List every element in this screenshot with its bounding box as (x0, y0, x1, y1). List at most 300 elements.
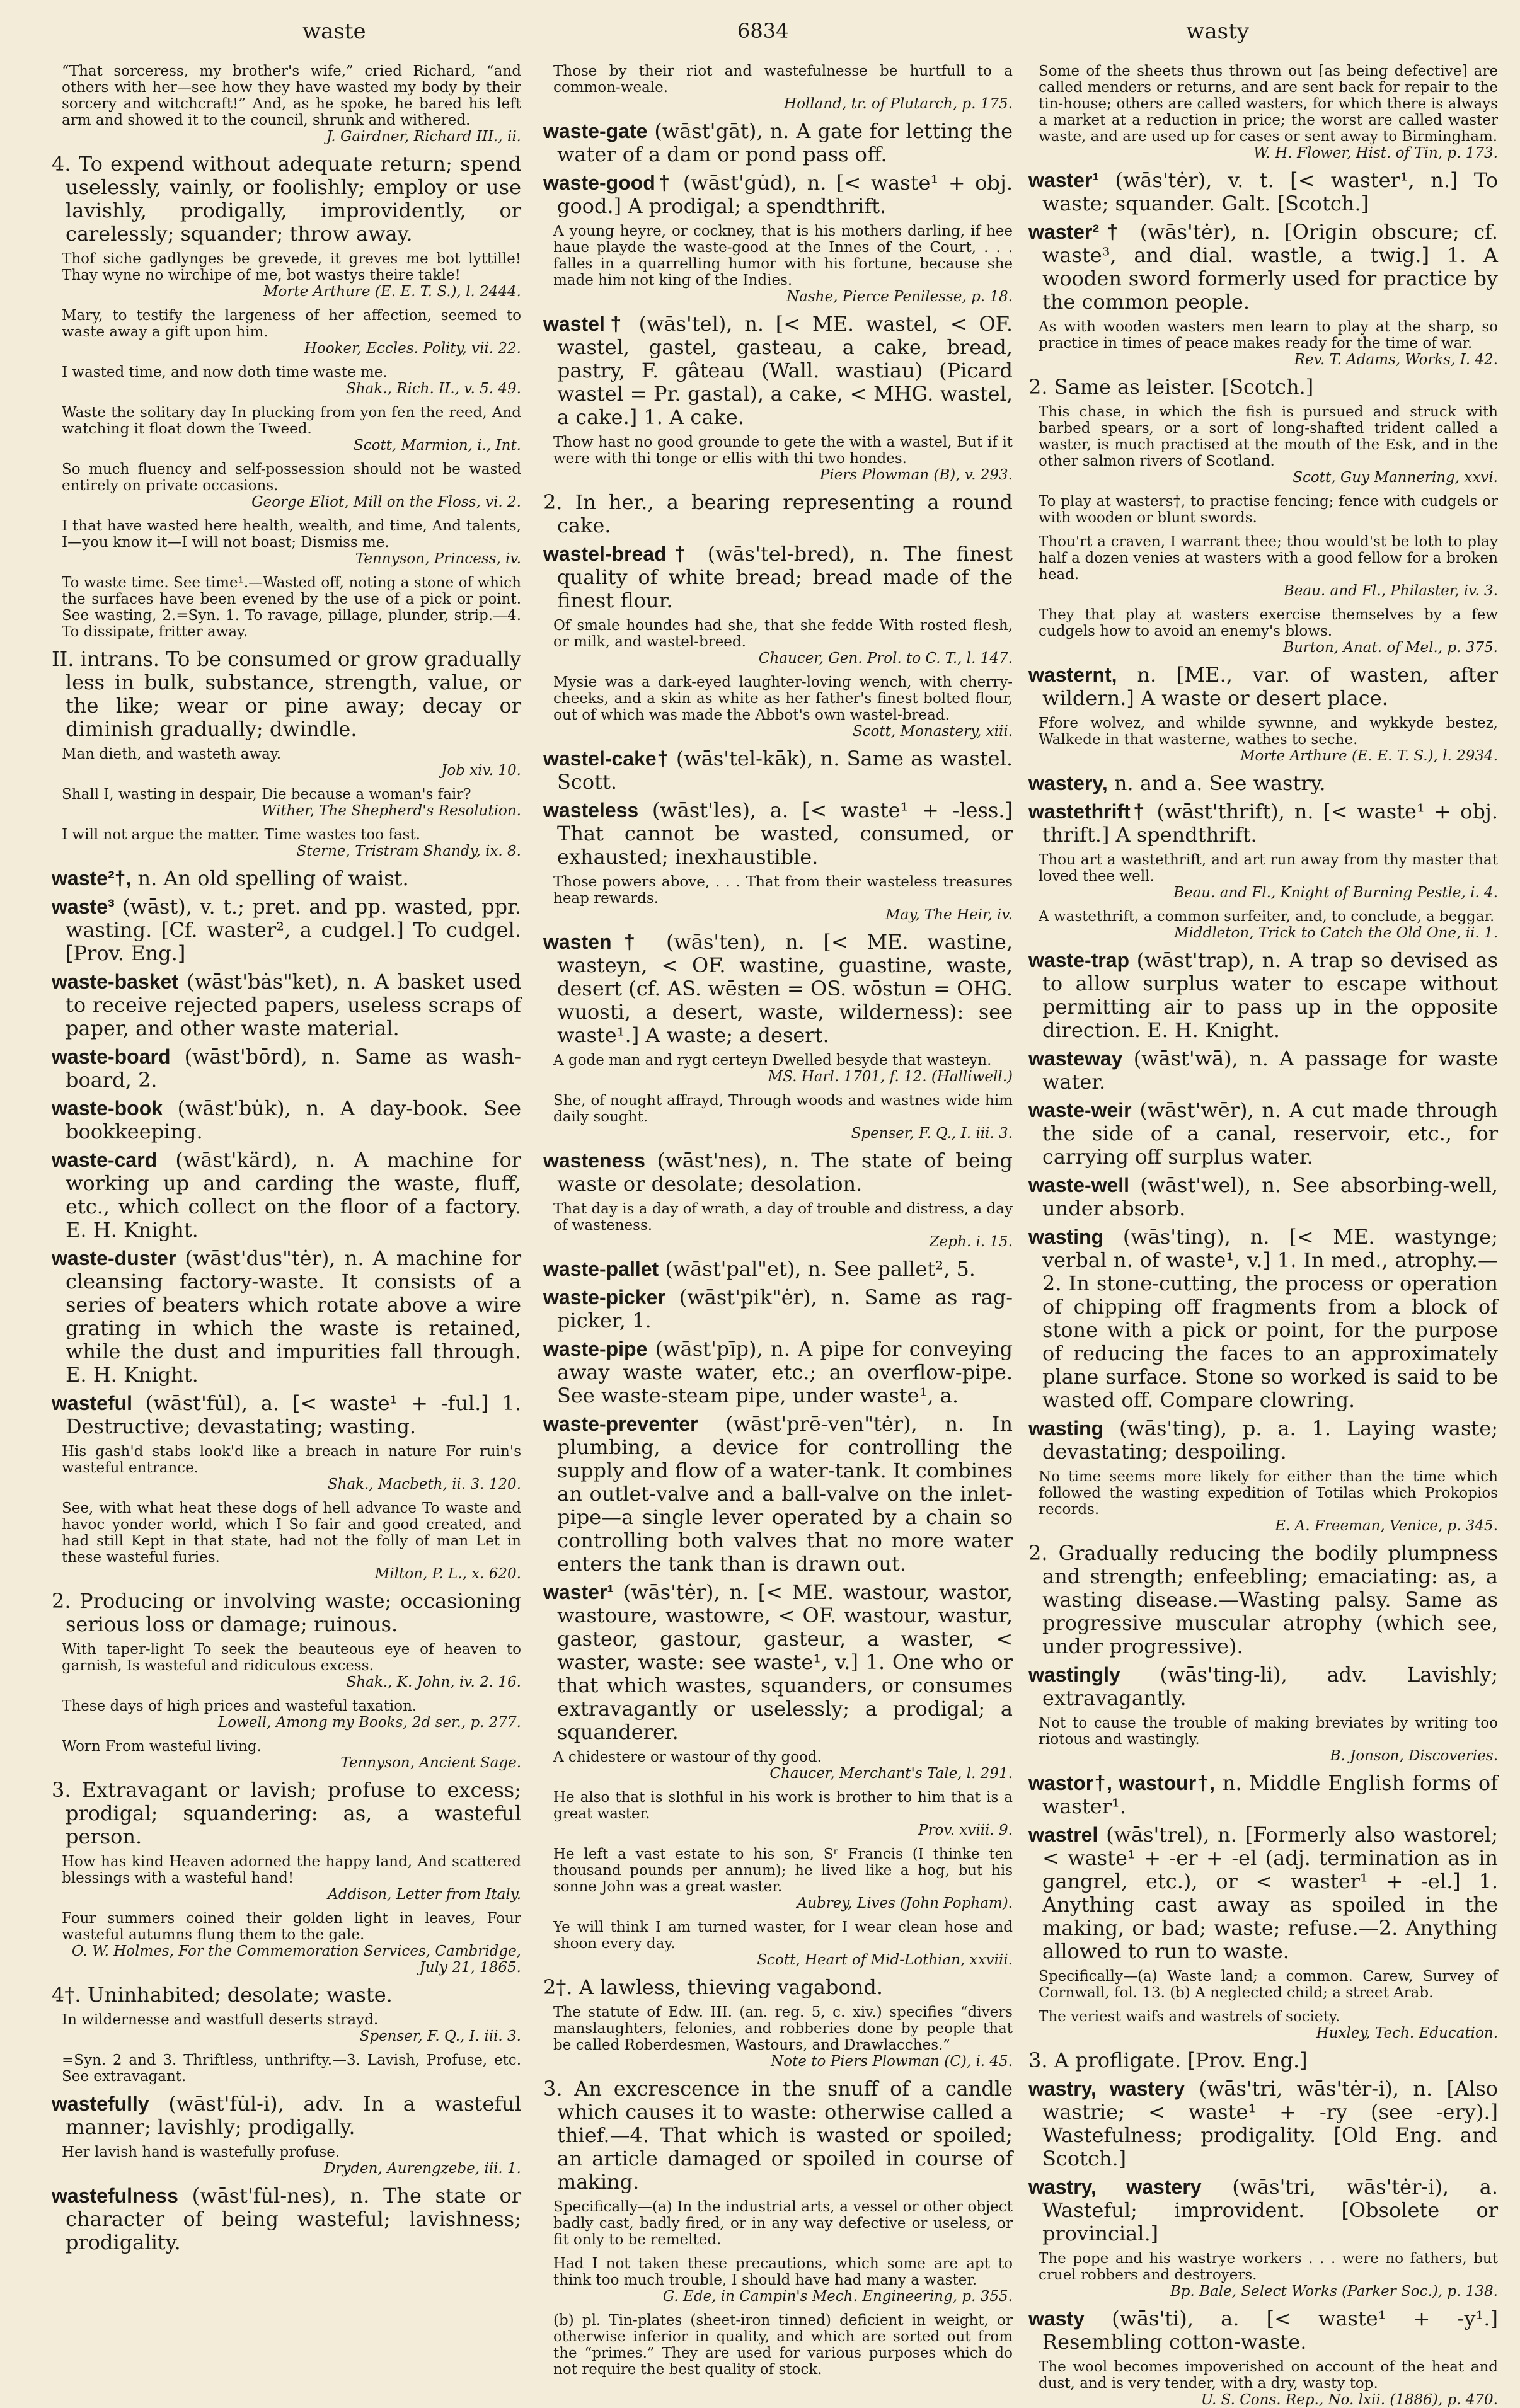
entry-headword: wastefully (52, 2092, 149, 2115)
quote-text: No time seems more likely for either than the time which followed the wasting expedition of Totilas which Prokopios records. (1039, 1469, 1498, 1518)
quote-source: Piers Plowman (B), v. 293. (819, 467, 1013, 483)
dictionary-entry (1028, 2049, 1498, 2072)
citation-quote (62, 2012, 521, 2044)
quote-source: B. Jonson, Discoveries. (1330, 1748, 1498, 1764)
quote-source: Hooker, Eccles. Polity, vii. 22. (304, 340, 521, 357)
citation-quote (62, 786, 521, 819)
citation-quote (1039, 715, 1498, 764)
quote-text: Had I not taken these precautions, which some are apt to think too much trouble, I should have had many a waster. (553, 2256, 1013, 2288)
quote-text: Ffore wolvez, and whilde sywnne, and wykkyde bestez, Walkede in that wasterne, wathes to seche. (1039, 715, 1498, 748)
entry-definition: (wās'trel), n. [Formerly also wastorel; < waste¹ + -er + -el (adj. termination as in gangrel, etc.), or < waster¹ + -el.] 1. Anything cast away as spoiled in the making, or bad; waste; refuse.—2. Anything allowed to run to waste. (1042, 1823, 1499, 1963)
quote-source: Scott, Heart of Mid-Lothian, xxviii. (757, 1952, 1013, 1968)
entry-headword: wasternt, (1028, 663, 1117, 686)
entry-definition: (wāst'fu̇l-i), adv. In a wasteful manner; lavishly; prodigally. (66, 2092, 522, 2139)
entry-definition: (wāst'wel), n. See absorbing-well, under absorb. (1042, 1173, 1499, 1220)
entry-headword: wastefulness (52, 2184, 178, 2207)
quote-text: To waste time. See time¹.—Wasted off, noting a stone of which the surfaces have been evened by the use of a pick or point. See wasting, 2.=Syn. 1. To ravage, pillage, plunder, strip.—4. To dissipate, fritter away. (62, 575, 521, 640)
quote-text: A gode man and rygt certeyn Dwelled besyde that wasteyn. (553, 1052, 992, 1069)
quote-text: In wildernesse and wastfull deserts strayd. (62, 2012, 379, 2028)
page-number: 6834 (737, 19, 789, 43)
dictionary-entry (52, 1590, 521, 1636)
entry-definition: 3. A profligate. [Prov. Eng.] (1028, 2048, 1308, 2072)
quote-source: Spenser, F. Q., I. iii. 3. (851, 1125, 1013, 1142)
entry-headword: wasteness (543, 1149, 645, 1172)
dictionary-entry (52, 867, 521, 890)
entry-headword: wasty (1028, 2307, 1085, 2330)
quote-text: Mary, to testify the largeness of her affection, seemed to waste away a gift upon him. (62, 307, 521, 340)
entry-headword: waste-board (52, 1045, 171, 1068)
quote-text: A wastethrift, a common surfeiter, and, to conclude, a beggar. (1039, 909, 1495, 925)
quote-text: (b) pl. Tin-plates (sheet-iron tinned) deficient in weight, or otherwise inferior in quality, and which are sorted out from the “primes.” They are used for various purposes which do not require the best quality of stock. (553, 2312, 1013, 2378)
quote-source: Aubrey, Lives (John Popham). (797, 1895, 1013, 1912)
entry-definition: (wāst'fu̇l-nes), n. The state or character of being wasteful; lavishness; prodigality. (66, 2184, 522, 2254)
quote-source: Chaucer, Gen. Prol. to C. T., l. 147. (758, 650, 1013, 667)
citation-quote (62, 1698, 521, 1731)
citation-quote (1039, 63, 1498, 161)
quote-text: See, with what heat these dogs of hell advance To waste and havoc yonder world, which I So fair and good created, and had still Kept in that state, had not the folly of man Let in these wasteful furies. (62, 1500, 521, 1566)
quote-text: A chidestere or wastour of thy good. (553, 1749, 822, 1765)
entry-headword: wastingly (1028, 1663, 1120, 1686)
quote-source: O. W. Holmes, For the Commemoration Services, Cambridge, July 21, 1865. (71, 1943, 521, 1976)
quote-source: U. S. Cons. Rep., No. lxii. (1886), p. 470. (1200, 2392, 1498, 2408)
entry-headword: wastethrift† (1028, 800, 1148, 823)
quote-source: Morte Arthure (E. E. T. S.), l. 2444. (263, 284, 521, 300)
quote-source: Note to Piers Plowman (C), i. 45. (771, 2053, 1013, 2070)
entry-definition: (wāst'pik"ėr), n. Same as rag-picker, 1. (557, 1285, 1013, 1333)
entry-headword: waste-card (52, 1149, 158, 1171)
quote-text: Thou'rt a craven, I warrant thee; thou would'st be loth to play half a dozen venies at wasters with a good fellow for a broken head. (1039, 534, 1498, 583)
dictionary-entry (543, 1581, 1013, 1744)
entry-headword: waste-book (52, 1097, 163, 1120)
quote-text: She, of nought affrayd, Through woods and wastnes wide him daily sought. (553, 1092, 1013, 1125)
quote-source: Chaucer, Merchant's Tale, l. 291. (769, 1765, 1013, 1782)
dictionary-entry (52, 1097, 521, 1144)
entry-definition: (wāst'dus"tėr), n. A machine for cleansing factory-waste. It consists of a series of beaters which rotate above a wire grating in which the waste is retained, while the dust and impurities fall through. E. H. Knight. (66, 1246, 522, 1387)
citation-quote (62, 1500, 521, 1582)
quote-source: Lowell, Among my Books, 2d ser., p. 277. (218, 1714, 521, 1731)
dictionary-entry (1028, 1225, 1498, 1412)
quote-text: The pope and his wastrye workers . . . were no fathers, but cruel robbers and destroyers. (1039, 2250, 1498, 2283)
quote-text: “That sorceress, my brother's wife,” cried Richard, “and others with her—see how they have wasted my body by their sorcery and witchcraft!” And, as he spoke, he bared his left arm and showed it to the council, shrunk and withered. (62, 63, 521, 129)
entry-definition: (wāst'wā), n. A passage for waste water. (1042, 1046, 1499, 1094)
quote-source: E. A. Freeman, Venice, p. 345. (1275, 1518, 1498, 1534)
quote-source: Prov. xviii. 9. (918, 1822, 1013, 1838)
dictionary-entry (1028, 1174, 1498, 1220)
entry-definition: (wāst'wēr), n. A cut made through the side of a canal, reservoir, etc., for carrying off surplus water. (1042, 1098, 1499, 1169)
quote-source: May, The Heir, iv. (885, 907, 1013, 923)
entry-headword: wastor†, wastour†, (1028, 1772, 1216, 1794)
citation-quote (1039, 404, 1498, 486)
quote-text: As with wooden wasters men learn to play at the sharp, so practice in times of peace makes ready for the time of war. (1039, 319, 1498, 352)
citation-quote (553, 434, 1013, 483)
dictionary-entry (543, 312, 1013, 429)
quote-text: That day is a day of wrath, a day of trouble and distress, a day of wasteness. (553, 1201, 1013, 1234)
entry-definition: (wāst'fu̇l), a. [< waste¹ + -ful.] 1. Destructive; devastating; wasting. (66, 1391, 521, 1438)
entry-headword: wastel† (543, 312, 627, 335)
quote-text: Specifically—(a) In the industrial arts, a vessel or other object badly cast, badly fired, or in any way defective or useless, or fit only to be remelted. (553, 2199, 1013, 2248)
citation-quote (62, 1910, 521, 1976)
dictionary-entry (543, 1286, 1013, 1333)
citation-quote (62, 364, 521, 397)
quote-source: Huxley, Tech. Education. (1316, 2025, 1498, 2041)
quote-source: Holland, tr. of Plutarch, p. 175. (784, 96, 1013, 112)
dictionary-entry (52, 2184, 521, 2254)
dictionary-entry (1028, 2176, 1498, 2245)
dictionary-entry (1028, 221, 1498, 314)
quote-text: Her lavish hand is wastefully profuse. (62, 2144, 340, 2160)
entry-definition: (wās'ting-li), adv. Lavishly; extravagantly. (1042, 1663, 1498, 1710)
quote-text: To play at wasters†, to practise fencing; fence with cudgels or with wooden or blunt swords. (1039, 493, 1498, 526)
dictionary-entry (52, 648, 521, 741)
citation-quote (1039, 2359, 1498, 2408)
citation-quote (62, 1854, 521, 1903)
dictionary-entry (543, 799, 1013, 869)
entry-headword: waster²† (1028, 221, 1126, 243)
entry-headword: wasting (1028, 1225, 1104, 1248)
quote-source: Beau. and Fl., Knight of Burning Pestle, i. 4. (1173, 885, 1498, 901)
citation-quote (553, 223, 1013, 305)
entry-definition: (wāst'bu̇k), n. A day-book. See bookkeeping. (66, 1096, 522, 1144)
entry-definition: 2. In her., a bearing representing a round cake. (543, 490, 1013, 537)
citation-quote (553, 1919, 1013, 1968)
entry-definition: (wās'tri, wās'tėr-i), n. [Also wastrie; < waste¹ + -ry (see -ery).] Wastefulness; prodigality. [Old Eng. and Scotch.] (1042, 2077, 1499, 2170)
dictionary-entry (543, 1976, 1013, 1999)
quote-text: Waste the solitary day In plucking from yon fen the reed, And watching it float down the Tweed. (62, 404, 521, 437)
quote-text: A young heyre, or cockney, that is his mothers darling, if hee haue playde the waste-good at the Innes of the Court, . . . falles in a quarrelling humor with his fortune, because she made him not king of the Indies. (553, 223, 1013, 289)
quote-source: Scott, Marmion, i., Int. (353, 437, 521, 454)
quote-text: How has kind Heaven adorned the happy land, And scattered blessings with a wasteful hand! (62, 1854, 521, 1886)
quote-source: Tennyson, Princess, iv. (355, 551, 521, 567)
header-left-guideword: waste (302, 19, 366, 44)
citation-quote (62, 827, 521, 859)
quote-source: Wither, The Shepherd's Resolution. (261, 803, 521, 819)
entry-headword: waste-good† (543, 171, 674, 194)
quote-text: The wool becomes impoverished on account of the heat and dust, and is very tender, with a dry, wasty top. (1039, 2359, 1498, 2392)
dictionary-entry (52, 1983, 521, 2007)
citation-quote (553, 1092, 1013, 1142)
quote-text: Those by their riot and wastefulnesse be hurtfull to a common-weale. (553, 63, 1013, 96)
quote-text: Specifically—(a) Waste land; a common. Carew, Survey of Cornwall, fol. 13. (b) A neglected child; a street Arab. (1039, 1968, 1498, 2001)
entry-definition: 3. An excrescence in the snuff of a candle which causes it to waste: otherwise called a thief.—4. That which is wasted or spoiled; an article damaged or spoiled in course of making. (543, 2077, 1013, 2194)
dictionary-entry (52, 1149, 521, 1242)
entry-definition: (wās'tel-kāk), n. Same as wastel. Scott. (557, 747, 1013, 794)
entry-definition: (wās'tėr), n. [< ME. wastour, wastor, wastoure, wastowre, < OF. wastour, wastur, gasteor, gastour, gasteur, a waster, < waster, waste: see waste¹, v.] 1. One who or that which wastes, squanders, or consumes extravagantly or uselessly; a prodigal; a squanderer. (557, 1580, 1013, 1744)
dictionary-entry (52, 2092, 521, 2139)
entry-headword: wastrel (1028, 1823, 1098, 1846)
quote-text: He also that is slothful in his work is brother to him that is a great waster. (553, 1789, 1013, 1822)
quote-source: Dryden, Aurengzebe, iii. 1. (323, 2160, 521, 2177)
quote-text: =Syn. 2 and 3. Thriftless, unthrifty.—3. Lavish, Profuse, etc. See extravagant. (62, 2052, 521, 2085)
entry-headword: waste-preventer (543, 1413, 698, 1435)
running-header (57, 19, 1463, 50)
dictionary-entry (52, 1045, 521, 1092)
citation-quote (553, 1789, 1013, 1838)
citation-quote (553, 617, 1013, 667)
dictionary-entry (52, 895, 521, 965)
entry-definition: (wāst'pal"et), n. See pallet², 5. (665, 1257, 976, 1281)
quote-source: MS. Harl. 1701, f. 12. (Halliwell.) (768, 1069, 1013, 1085)
citation-quote (62, 575, 521, 640)
entry-headword: wastel-cake† (543, 747, 669, 770)
citation-quote (1039, 607, 1498, 656)
entry-definition: (wās'tri, wās'tėr-i), a. Wasteful; improvident. [Obsolete or provincial.] (1042, 2175, 1499, 2245)
citation-quote (1039, 2009, 1498, 2041)
entry-headword: wastry, wastery (1028, 2176, 1202, 2198)
citation-quote (1039, 1968, 1498, 2001)
quote-text: This chase, in which the fish is pursued and struck with barbed spears, or a sort of long-shafted trident called a waster, is much practised at the mouth of the Esk, and in the other salmon rivers of Scotland. (1039, 404, 1498, 469)
quote-source: Job xiv. 10. (441, 762, 521, 779)
quote-source: Nashe, Pierce Penilesse, p. 18. (786, 289, 1013, 305)
entry-definition: 4†. Uninhabited; desolate; waste. (52, 1983, 393, 2007)
dictionary-entry (1028, 2307, 1498, 2354)
entry-definition: n. and a. See wastry. (1114, 771, 1326, 795)
entry-headword: waste³ (52, 895, 115, 918)
quote-source: Morte Arthure (E. E. T. S.), l. 2934. (1240, 748, 1498, 764)
entry-headword: waster¹ (543, 1581, 614, 1603)
entry-definition: (wās'tel-bred), n. The finest quality of white bread; bread made of the finest flour. (557, 542, 1013, 612)
citation-quote (553, 874, 1013, 923)
entry-headword: wasteway (1028, 1047, 1123, 1070)
quote-text: I that have wasted here health, wealth, and time, And talents, I—you know it—I will not boast; Dismiss me. (62, 518, 521, 551)
entry-definition: (wāst'bōrd), n. Same as wash-board, 2. (66, 1045, 522, 1092)
quote-text: The statute of Edw. III. (an. reg. 5, c. xiv.) specifies “divers manslaughters, felonies, and robberies done by people that be called Roberdesmen, Wastours, and Drawlacches.” (553, 2004, 1013, 2053)
dictionary-entry (543, 1149, 1013, 1196)
citation-quote (553, 2256, 1013, 2305)
entry-definition: 2. Gradually reducing the bodily plumpness and strength; enfeebling; emaciating: as, a wasting disease.—Wasting palsy. Same as progressive muscular atrophy (which see, under progressive). (1028, 1541, 1498, 1658)
entry-headword: waste-pipe (543, 1338, 648, 1360)
column-3 (1028, 58, 1499, 2408)
entry-headword: wasten† (543, 931, 648, 953)
entry-headword: wasteless (543, 799, 639, 822)
quote-source: J. Gairdner, Richard III., ii. (326, 129, 521, 145)
entry-definition: (wāst'prē-ven"tėr), n. In plumbing, a device for controlling the supply and flow of a water-tank. It combines an outlet-valve and a ball-valve on the inlet-pipe—a single lever operated by a chain so controlling both valves that no more water enters the tank than is drawn out. (557, 1412, 1013, 1576)
citation-quote (62, 1443, 521, 1493)
quote-text: So much fluency and self-possession should not be wasted entirely on private occasions. (62, 461, 521, 494)
citation-quote (553, 674, 1013, 740)
entry-definition: (wāst'kärd), n. A machine for working up and carding the waste, fluff, etc., which collect on the floor of a factory. E. H. Knight. (66, 1148, 522, 1242)
quote-text: Worn From wasteful living. (62, 1738, 262, 1755)
entry-definition: II. intrans. To be consumed or grow gradually less in bulk, substance, strength, value, or the like; wear or pine away; decay or diminish gradually; dwindle. (52, 647, 521, 741)
entry-definition: (wās'tėr), n. [Origin obscure; cf. waste³, and dial. wastle, a twig.] 1. A wooden sword formerly used for practice by the common people. (1042, 220, 1499, 314)
quote-text: Thou art a wastethrift, and art run away from thy master that loved thee well. (1039, 852, 1498, 885)
entry-definition: (wās'tėr), v. t. [< waster¹, n.] To waste; squander. Galt. [Scotch.] (1042, 168, 1499, 215)
citation-quote (553, 2199, 1013, 2248)
quote-source: Tennyson, Ancient Sage. (340, 1755, 521, 1771)
dictionary-entry (543, 120, 1013, 166)
quote-source: Beau. and Fl., Philaster, iv. 3. (1283, 583, 1498, 599)
citation-quote (553, 1052, 1013, 1085)
citation-quote (62, 461, 521, 510)
citation-quote (1039, 1469, 1498, 1534)
entry-headword: waste-picker (543, 1286, 665, 1309)
citation-quote (62, 2052, 521, 2085)
quote-text: Mysie was a dark-eyed laughter-loving wench, with cherry-cheeks, and a skin as white as her father's finest bolted flour, out of which was made the Abbot's own wastel-bread. (553, 674, 1013, 723)
dictionary-entry (1028, 1047, 1498, 1094)
entry-headword: waste-pallet (543, 1258, 659, 1280)
entry-definition: (wās'ten), n. [< ME. wastine, wasteyn, < OF. wastine, guastine, waste, desert (cf. AS. wēsten = OS. wōstun = OHG. wuosti, a desert, waste, wilderness): see waste¹.] A waste; a desert. (557, 930, 1013, 1047)
entry-headword: waste-duster (52, 1247, 176, 1270)
entry-headword: waste-well (1028, 1174, 1130, 1196)
citation-quote (1039, 909, 1498, 941)
citation-quote (1039, 852, 1498, 901)
header-right-guideword: wasty (1186, 19, 1249, 44)
citation-quote (1039, 2250, 1498, 2300)
dictionary-entry (543, 2077, 1013, 2194)
quote-text: Those powers above, . . . That from their wasteless treasures heap rewards. (553, 874, 1013, 907)
entry-definition: (wāst'bȧs"ket), n. A basket used to receive rejected papers, useless scraps of paper, and other waste material. (66, 970, 521, 1040)
quote-text: Of smale houndes had she, that she fedde With rosted flesh, or milk, and wastel-breed. (553, 617, 1013, 650)
dictionary-entry (1028, 1099, 1498, 1169)
quote-source: W. H. Flower, Hist. of Tin, p. 173. (1253, 145, 1498, 161)
entry-definition: n. An old spelling of waist. (137, 866, 409, 890)
entry-headword: waste-weir (1028, 1099, 1132, 1121)
dictionary-entry (52, 1392, 521, 1438)
quote-text: With taper-light To seek the beauteous eye of heaven to garnish, Is wasteful and ridiculous excess. (62, 1641, 521, 1674)
citation-quote (1039, 319, 1498, 368)
entry-definition: (wās'ti), a. [< waste¹ + -y¹.] Resembling cotton-waste. (1042, 2307, 1499, 2354)
quote-source: Rev. T. Adams, Works, I. 42. (1294, 352, 1498, 368)
citation-quote (553, 1846, 1013, 1912)
quote-text: He left a vast estate to his son, Sʳ Francis (I thinke ten thousand pounds per annum); he lived like a hog, but his sonne John was a great waster. (553, 1846, 1013, 1895)
entry-definition: (wāst), v. t.; pret. and pp. wasted, ppr. wasting. [Cf. waster², a cudgel.] To cudgel. [Prov. Eng.] (66, 895, 522, 965)
entry-definition: (wāst'gāt), n. A gate for letting the water of a dam or pond pass off. (557, 119, 1013, 166)
entry-definition: n. [ME., var. of wasten, after wildern.] A waste or desert place. (1042, 663, 1499, 710)
dictionary-entry (1028, 169, 1498, 215)
citation-quote (1039, 534, 1498, 599)
quote-source: Milton, P. L., x. 620. (374, 1566, 521, 1582)
column-1 (52, 58, 522, 2254)
citation-quote (553, 2312, 1013, 2378)
entry-definition: (wās'ting), p. a. 1. Laying waste; devastating; despoiling. (1042, 1416, 1499, 1464)
citation-quote (553, 1749, 1013, 1782)
quote-source: Bp. Bale, Select Works (Parker Soc.), p. 138. (1170, 2283, 1498, 2300)
entry-headword: wastel-bread† (543, 542, 694, 565)
dictionary-entry (1028, 1663, 1498, 1710)
dictionary-entry (543, 542, 1013, 612)
entry-definition: 2†. A lawless, thieving vagabond. (543, 1975, 883, 1999)
quote-source: Shak., Macbeth, ii. 3. 120. (327, 1476, 521, 1493)
dictionary-entry (1028, 1823, 1498, 1963)
entry-definition: n. Middle English forms of waster¹. (1042, 1771, 1499, 1818)
dictionary-entry (543, 1338, 1013, 1408)
dictionary-entry (543, 747, 1013, 794)
dictionary-entry (543, 171, 1013, 218)
quote-source: Zeph. i. 15. (929, 1234, 1013, 1250)
entry-headword: waste-basket (52, 970, 178, 993)
quote-source: Spenser, F. Q., I. iii. 3. (359, 2028, 521, 2044)
quote-text: Thow hast no good grounde to gete the with a wastel, But if it were with thi tonge or ellis with thi two hondes. (553, 434, 1013, 467)
citation-quote (62, 63, 521, 145)
quote-text: Some of the sheets thus thrown out [as being defective] are called menders or returns, and are sent back for repair to the tin-house; others are called wasters, for which there is always a market at a reduction in price; the worst are called waster waste, and are used up for cases or sent away to Birmingham. (1039, 63, 1498, 145)
dictionary-entry (1028, 772, 1498, 795)
citation-quote (553, 63, 1013, 112)
dictionary-entry (1028, 376, 1498, 399)
quote-text: Not to cause the trouble of making breviates by writing too riotous and wastingly. (1039, 1715, 1498, 1748)
quote-source: Sterne, Tristram Shandy, ix. 8. (296, 843, 521, 859)
quote-source: Shak., K. John, iv. 2. 16. (346, 1674, 521, 1690)
dictionary-entry (1028, 1417, 1498, 1464)
quote-source: George Eliot, Mill on the Floss, vi. 2. (251, 494, 521, 510)
quote-text: I will not argue the matter. Time wastes too fast. (62, 827, 420, 843)
dictionary-entry (1028, 663, 1498, 710)
entry-headword: waste-gate (543, 120, 648, 142)
quote-source: Addison, Letter from Italy. (328, 1886, 521, 1903)
dictionary-entry (52, 1779, 521, 1849)
dictionary-entry (52, 152, 521, 246)
entry-definition: 2. Same as leister. [Scotch.] (1028, 375, 1314, 399)
quote-text: I wasted time, and now doth time waste me. (62, 364, 388, 381)
citation-quote (62, 307, 521, 357)
entry-headword: wastery, (1028, 772, 1108, 794)
citation-quote (62, 2144, 521, 2177)
quote-text: Thof siche gadlynges be grevede, it greves me bot lyttille! Thay wyne no wirchipe of me, bot wastys theire takle! (62, 251, 521, 284)
dictionary-entry (543, 931, 1013, 1047)
quote-text: The veriest waifs and wastrels of society. (1039, 2009, 1340, 2025)
entry-definition: (wāst'thrift), n. [< waste¹ + obj. thrift.] A spendthrift. (1042, 800, 1499, 847)
dictionary-entry (1028, 949, 1498, 1042)
quote-source: G. Ede, in Campin's Mech. Engineering, p. 355. (662, 2288, 1013, 2305)
citation-quote (62, 518, 521, 567)
quote-text: Four summers coined their golden light in leaves, Four wasteful autumns flung them to the gale. (62, 1910, 521, 1943)
dictionary-entry (543, 1258, 1013, 1281)
entry-definition: (wāst'pīp), n. A pipe for conveying away waste water, etc.; an overflow-pipe. See waste-steam pipe, under waste¹, a. (557, 1337, 1013, 1408)
citation-quote (1039, 1715, 1498, 1764)
dictionary-entry (1028, 800, 1498, 847)
quote-text: Shall I, wasting in despair, Die because a woman's fair? (62, 786, 471, 803)
dictionary-entry (543, 491, 1013, 537)
citation-quote (62, 1641, 521, 1690)
quote-text: These days of high prices and wasteful taxation. (62, 1698, 417, 1714)
quote-text: His gash'd stabs look'd like a breach in nature For ruin's wasteful entrance. (62, 1443, 521, 1476)
entry-definition: (wāst'gu̇d), n. [< waste¹ + obj. good.] A prodigal; a spendthrift. (557, 171, 1013, 218)
citation-quote (62, 1738, 521, 1771)
entry-definition: (wāst'trap), n. A trap so devised as to allow surplus water to escape without permitting air to pass up in the opposite direction. E. H. Knight. (1042, 948, 1499, 1042)
quote-source: Shak., Rich. II., v. 5. 49. (346, 381, 521, 397)
entry-definition: (wās'tel), n. [< ME. wastel, < OF. wastel, gastel, gasteau, a cake, bread, pastry, F. gâteau (Wall. wastiau) (Picard wastel = Pr. gastal), a cake, < MHG. wastel, a cake.] 1. A cake. (557, 312, 1013, 429)
quote-text: Man dieth, and wasteth away. (62, 746, 282, 762)
entry-headword: wasting (1028, 1417, 1104, 1440)
dictionary-entry (1028, 1542, 1498, 1658)
entry-headword: waster¹ (1028, 169, 1100, 192)
entry-definition: 2. Producing or involving waste; occasioning serious loss or damage; ruinous. (52, 1589, 521, 1636)
entry-headword: waste-trap (1028, 949, 1130, 972)
entry-definition: 4. To expend without adequate return; spend uselessly, vainly, or foolishly; employ or use lavishly, prodigally, improvidently, or carelessly; squander; throw away. (52, 152, 521, 246)
entry-definition: (wāst'les), a. [< waste¹ + -less.] That cannot be wasted, consumed, or exhausted; inexhaustible. (557, 798, 1013, 869)
entry-definition: 3. Extravagant or lavish; profuse to excess; prodigal; squandering: as, a wasteful person. (52, 1778, 521, 1849)
entry-headword: waste²†, (52, 867, 132, 890)
entry-headword: wasteful (52, 1392, 133, 1414)
dictionary-entry (1028, 2077, 1498, 2170)
quote-text: They that play at wasters exercise themselves by a few cudgels how to avoid an enemy's blows. (1039, 607, 1498, 639)
citation-quote (1039, 493, 1498, 526)
quote-source: Middleton, Trick to Catch the Old One, ii. 1. (1173, 925, 1498, 941)
citation-quote (62, 404, 521, 454)
quote-text: Ye will think I am turned waster, for I wear clean hose and shoon every day. (553, 1919, 1013, 1952)
dictionary-entry (52, 970, 521, 1040)
quote-source: Scott, Monastery, xiii. (852, 723, 1013, 740)
entry-headword: wastry, wastery (1028, 2077, 1185, 2100)
dictionary-entry (1028, 1772, 1498, 1818)
dictionary-entry (52, 1247, 521, 1387)
quote-source: Scott, Guy Mannering, xxvi. (1293, 469, 1498, 486)
entry-definition: (wās'ting), n. [< ME. wastynge; verbal n. of waste¹, v.] 1. In med., atrophy.—2. In stone-cutting, the process or operation of chipping off fragments from a block of stone with a pick or point, for the purpose of reducing the faces to an approximately plane surface. Stone so worked is said to be wasted off. Compare clowring. (1042, 1225, 1499, 1412)
citation-quote (553, 1201, 1013, 1250)
quote-source: Burton, Anat. of Mel., p. 375. (1283, 639, 1498, 656)
entry-definition: (wāst'nes), n. The state of being waste or desolate; desolation. (557, 1149, 1013, 1196)
citation-quote (553, 2004, 1013, 2070)
dictionary-entry (543, 1413, 1013, 1576)
citation-quote (62, 251, 521, 300)
